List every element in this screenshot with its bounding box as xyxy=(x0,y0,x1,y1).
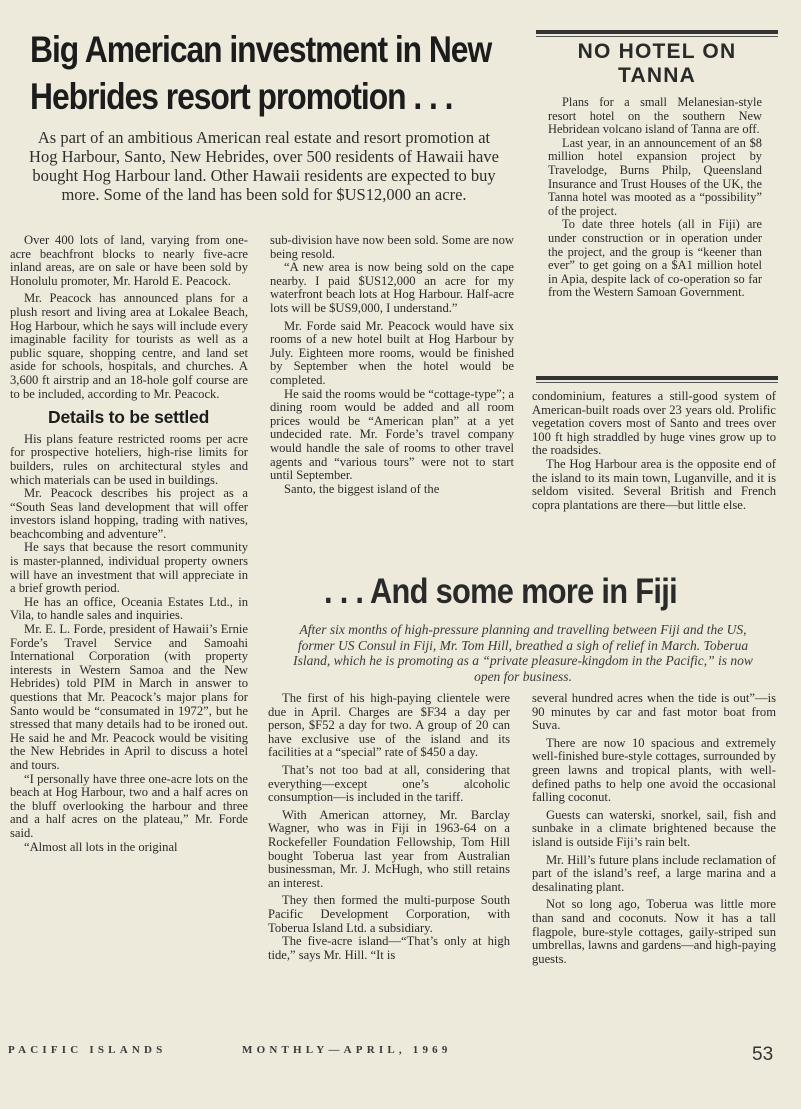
paragraph: Plans for a small Melanesian-style resort hotel on the southern New Hebridean volcano island of Tanna are off. xyxy=(548,95,762,137)
sidebar-bottom-rule-thin xyxy=(536,382,778,383)
paragraph: Mr. Peacock has announced plans for a plush resort and living area at Lokalee Beach, Hog Harbour, which he says will include every imaginable facility for tourists as well as a public square, shopping centre, and land set aside for schools, hospitals, and churches. A 3,600 ft airstrip and an 18-hole golf course are to be included, according to Mr. Peacock. xyxy=(10,291,248,401)
paragraph: There are now 10 spacious and extremely well-finished bure-style cottages, surrounded by green lawns and tropical plants, with well-defined paths to help one avoid the occasional falling coconut. xyxy=(532,735,776,805)
paragraph: Mr. E. L. Forde, president of Hawaii’s Ernie Forde’s Travel Service and Samoahi International Corporation (with property interests in Western Samoa and the New Hebrides) told PIM in March in answer to questions that Mr. Peacock’s major plans for Santo would be “consumated in 1972”, but he stressed that many details had to be ironed out. He said he and Mr. Peacock would be visiting the New Hebrides in April to discuss a hotel and tours. xyxy=(10,622,248,772)
footer-magazine-name: PACIFIC ISLANDS xyxy=(8,1044,167,1056)
page-number: 53 xyxy=(752,1044,774,1065)
paragraph: The five-acre island—“That’s only at high tide,” says Mr. Hill. “It is xyxy=(268,934,510,962)
sidebar-top-rule-thin xyxy=(536,36,778,37)
paragraph: Guests can waterski, snorkel, sail, fish and sunbake in a climate brightened because the island is outside Fiji’s rain belt. xyxy=(532,807,776,849)
paragraph: His plans feature restricted rooms per acre for prospective hoteliers, high-rise limits for builders, rules on architectural styles and which materials can be used in buildings. xyxy=(10,431,248,487)
paragraph: Mr. Peacock describes his project as a “South Seas land development that will offer investors island hopping, trading with natives, beachcombing and adventure”. xyxy=(10,486,248,541)
sidebar-body xyxy=(548,96,762,300)
paragraph: He says that because the resort community is master-planned, individual property owners will have an investment that will appreciate in a brief growth period. xyxy=(10,540,248,596)
paragraph: That’s not too bad at all, considering that everything—except one’s alcoholic consumption—is included in the tariff. xyxy=(268,762,510,805)
paragraph: The Hog Harbour area is the opposite end of the island to its main town, Luganville, and it is seldom visited. Several British and French copra plantations are there—but little else. xyxy=(532,456,776,512)
paragraph: Mr. Hill’s future plans include reclamation of part of the island’s reef, a large marina and a desalinating plant. xyxy=(532,852,776,894)
paragraph: He said the rooms would be “cottage-type”; a dining room would be added and all room prices would be “American plan” at a yet undecided rate. Mr. Forde’s travel company would handle the sale of rooms to other travel agents and “various tours” were not to start until September. xyxy=(270,386,514,483)
footer-issue: MONTHLY—APRIL, 1969 xyxy=(242,1044,452,1056)
sidebar-title-line1: NO HOTEL ON xyxy=(577,40,737,63)
main-article-column-3 xyxy=(532,390,776,512)
paragraph: several hundred acres when the tide is out”—is 90 minutes by car and fast motor boat from Suva. xyxy=(532,691,776,733)
paragraph: “I personally have three one-acre lots on the beach at Hog Harbour, two and a half acres on the bluff overlooking the harbour and three and a half acres on the plateau,” Mr. Forde said. xyxy=(10,771,248,840)
paragraph: The first of his high-paying clientele were due in April. Charges are $F34 a day per person, $F52 a day for two. A group of 20 can have exclusive use of the island and its facilities at a “special” rate of $450 a day. xyxy=(268,691,510,760)
main-headline xyxy=(30,26,492,120)
paragraph: Santo, the biggest island of the xyxy=(284,481,440,496)
main-headline-line1: Big American investment in New xyxy=(30,29,492,70)
fiji-headline: . . . And some more in Fiji xyxy=(324,572,677,611)
sidebar-title xyxy=(538,40,776,88)
subhead-details: Details to be settled xyxy=(48,407,210,428)
paragraph: Over 400 lots of land, varying from one-acre beachfront blocks to nearly five-acre inland areas, are on sale or have been sold by Honolulu promoter, Mr. Harold E. Peacock. xyxy=(10,233,248,288)
paragraph: He has an office, Oceania Estates Ltd., in Vila, to handle sales and inquiries. xyxy=(10,594,248,623)
paragraph: Mr. Forde said Mr. Peacock would have six rooms of a new hotel built at Hog Harbour by July. Eighteen more rooms, would be finished by September when the hotel would be completed. xyxy=(270,318,514,387)
paragraph: They then formed the multi-purpose South Pacific Development Corporation, with Toberua Island Ltd. a subsidiary. xyxy=(268,893,510,935)
paragraph: To date three hotels (all in Fiji) are under construction or in operation under the project, and the group is “keener than ever” to get going on a $A1 million hotel in Apia, despite lack of co-operation so far from the Western Samoan Government. xyxy=(548,217,762,300)
main-standfirst: As part of an ambitious American real estate and resort promotion at Hog Harbour, Santo, New Hebrides, over 500 residents of Hawaii have bought Hog Harbour land. Other Hawaii residents are expected to buy more. Some of the land has been sold for $US12,000 an acre. xyxy=(29,128,499,204)
sidebar-title-line2: TANNA xyxy=(618,64,696,87)
paragraph: “A new area is now being sold on the cape nearby. I paid $US12,000 an acre for my waterfront beach lots at Hog Harbour. Half-acre lots will be $US9,000, I understand.” xyxy=(270,260,514,315)
main-article-column-1 xyxy=(10,234,248,854)
paragraph: Not so long ago, Toberua was little more than sand and coconuts. Now it has a tall flagpole, bure-style cottages, gaily-striped sun umbrellas, lawns and gardens—and high-paying guests. xyxy=(532,897,776,966)
paragraph: “Almost all lots in the original xyxy=(24,839,178,854)
main-article-column-2 xyxy=(270,234,514,496)
paragraph: Last year, in an announcement of an $8 million hotel expansion project by Travelodge, Burns Philp, Queensland Insurance and Trust Houses of the UK, the Tanna hotel was mooted as a “possibility” of the project. xyxy=(548,135,762,218)
fiji-column-1 xyxy=(268,692,510,962)
paragraph: condominium, features a still-good system of American-built roads over 23 years old. Prolific vegetation covers most of Santo and trees over 100 ft high straddled by huge vines grow up to the roadsides. xyxy=(532,389,776,458)
main-headline-line2: Hebrides resort promotion . . . xyxy=(30,76,453,117)
paragraph: With American attorney, Mr. Barclay Wagner, who was in Fiji in 1963-64 on a Rockefeller Foundation Fellowship, Tom Hill bought Toberua last year from Australian businessman, Mr. J. McHugh, who still retains an interest. xyxy=(268,807,510,890)
fiji-column-2 xyxy=(532,692,776,966)
paragraph: sub-division have now been sold. Some are now being resold. xyxy=(270,233,514,261)
sidebar-top-rule xyxy=(536,30,778,34)
fiji-dek: After six months of high-pressure planning and travelling between Fiji and the US, former US Consul in Fiji, Mr. Tom Hill, breathed a sigh of relief in March. Toberua Island, which he is promoting as a “private pleasure-kingdom in the Pacific,” is now open for business. xyxy=(293,622,753,684)
sidebar-bottom-rule xyxy=(536,376,778,380)
